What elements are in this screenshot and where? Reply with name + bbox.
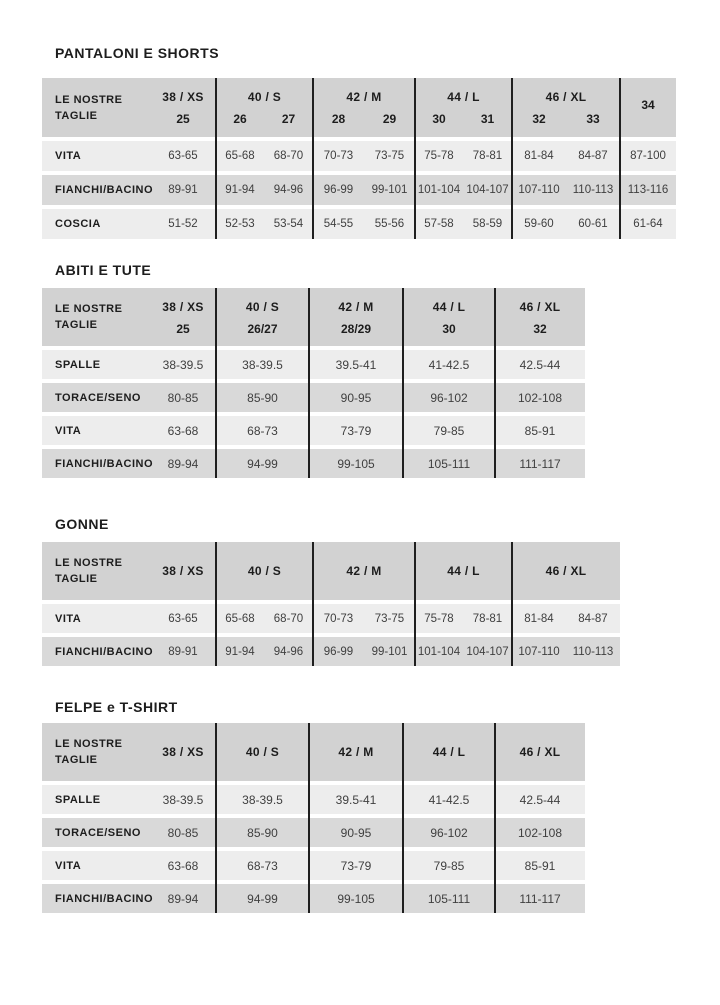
measure-row — [42, 175, 676, 205]
value-cell: 73-79 — [340, 423, 372, 438]
size-sub: 25 — [176, 322, 190, 336]
value-cell: 107-110 — [518, 184, 560, 196]
row-label: FIANCHI/BACINO — [55, 645, 154, 658]
value-cell: 65-68 — [225, 612, 255, 625]
corner-label-line2: TAGLIE — [55, 573, 98, 585]
value-cell: 73-79 — [340, 858, 372, 873]
value-cell: 38-39.5 — [242, 792, 283, 807]
size-group — [512, 542, 620, 600]
size-group — [216, 542, 313, 600]
size-table — [42, 288, 585, 478]
value-cell: 57-58 — [424, 218, 454, 230]
size-group-label: 42 / M — [338, 745, 374, 759]
size-chart-section — [42, 516, 720, 666]
size-group-label: 40 / S — [247, 564, 282, 578]
value-cell: 110-113 — [572, 645, 614, 658]
value-cell: 99-101 — [371, 184, 408, 196]
size-group — [313, 78, 415, 137]
value-cell: 80-85 — [167, 825, 199, 840]
value-cell: 99-105 — [337, 891, 375, 906]
value-cell: 73-75 — [374, 150, 405, 162]
value-cell: 70-73 — [323, 150, 354, 162]
size-group — [216, 288, 309, 346]
value-cell: 105-111 — [427, 456, 471, 471]
corner-label — [42, 78, 150, 137]
value-cell: 78-81 — [472, 150, 503, 162]
row-label: TORACE/SENO — [55, 391, 141, 404]
size-group-label: 38 / XS — [162, 564, 204, 578]
group-divider-line — [215, 78, 217, 239]
group-divider-line — [215, 542, 217, 666]
group-divider-line — [619, 78, 621, 239]
value-cell: 59-60 — [524, 218, 554, 230]
value-cell: 96-99 — [323, 184, 354, 196]
group-divider-line — [494, 288, 496, 478]
size-subs — [620, 98, 676, 112]
value-cell: 84-87 — [578, 150, 608, 162]
size-group — [216, 723, 309, 781]
value-cell: 80-85 — [167, 390, 199, 405]
size-group-label: 38 / XS — [162, 745, 204, 759]
value-cell: 58-59 — [472, 218, 503, 230]
size-subs — [313, 112, 415, 126]
value-cell: 63-68 — [167, 423, 199, 438]
value-cell: 89-91 — [168, 184, 198, 196]
value-cell: 70-73 — [323, 612, 354, 625]
value-cell: 52-53 — [225, 218, 255, 230]
value-cell: 42.5-44 — [519, 357, 561, 372]
value-cell: 68-73 — [247, 423, 278, 438]
value-cell: 42.5-44 — [519, 792, 561, 807]
size-table — [42, 542, 620, 666]
size-sub: 29 — [382, 112, 397, 126]
value-cell: 68-73 — [247, 858, 278, 873]
size-group — [403, 288, 495, 346]
value-cell: 61-64 — [633, 218, 663, 230]
size-subs — [216, 322, 309, 336]
value-cell: 102-108 — [517, 825, 563, 840]
corner-label — [42, 288, 150, 346]
size-group-label: 44 / L — [432, 745, 466, 759]
measure-row — [42, 818, 585, 847]
measure-row — [42, 785, 585, 814]
size-group — [495, 288, 585, 346]
size-group-label: 42 / M — [346, 90, 382, 104]
row-label: SPALLE — [55, 358, 101, 371]
value-cell: 85-90 — [247, 825, 278, 840]
size-sub: 28 — [331, 112, 346, 126]
row-label: FIANCHI/BACINO — [55, 184, 154, 196]
value-cell: 38-39.5 — [162, 357, 204, 372]
value-cell: 63-65 — [168, 612, 198, 625]
size-subs — [150, 322, 216, 336]
size-group-label: 38 / XS — [162, 90, 204, 104]
measure-row — [42, 449, 585, 478]
value-cell: 94-99 — [247, 891, 278, 906]
size-charts — [0, 45, 720, 913]
value-cell: 38-39.5 — [162, 792, 204, 807]
size-group — [415, 542, 512, 600]
table-header-row — [42, 78, 676, 137]
size-group — [415, 78, 512, 137]
corner-label — [42, 542, 150, 600]
value-cell: 79-85 — [433, 858, 465, 873]
value-cell: 96-99 — [323, 645, 354, 658]
size-subs — [512, 112, 620, 126]
row-label: VITA — [55, 424, 82, 437]
size-chart-section — [42, 699, 720, 913]
value-cell: 55-56 — [374, 218, 405, 230]
size-sub: 31 — [480, 112, 495, 126]
table-title: PANTALONI E SHORTS — [55, 45, 220, 61]
value-cell: 41-42.5 — [428, 792, 470, 807]
size-group — [403, 723, 495, 781]
size-group — [150, 542, 216, 600]
size-group-label: 40 / S — [247, 90, 282, 104]
size-sub: 26/27 — [247, 322, 278, 336]
table-header-row — [42, 542, 620, 600]
group-divider-line — [511, 542, 513, 666]
value-cell: 79-85 — [433, 423, 465, 438]
measure-row — [42, 637, 620, 666]
size-group-label: 38 / XS — [162, 300, 204, 314]
value-cell: 60-61 — [578, 218, 608, 230]
value-cell: 111-117 — [519, 891, 561, 906]
group-divider-line — [312, 78, 314, 239]
value-cell: 68-70 — [273, 612, 304, 625]
size-subs — [415, 112, 512, 126]
corner-label-line1: LE NOSTRE — [55, 303, 123, 315]
value-cell: 102-108 — [517, 390, 563, 405]
size-sub: 34 — [641, 98, 655, 112]
size-sub: 33 — [586, 112, 600, 126]
group-divider-line — [215, 723, 217, 913]
value-cell: 75-78 — [424, 150, 454, 162]
size-group-label: 42 / M — [346, 564, 382, 578]
table-header-row — [42, 288, 585, 346]
size-sub: 30 — [442, 322, 456, 336]
value-cell: 89-94 — [167, 891, 199, 906]
value-cell: 89-91 — [168, 645, 198, 658]
value-cell: 75-78 — [424, 612, 454, 625]
value-cell: 63-68 — [167, 858, 199, 873]
value-cell: 81-84 — [524, 612, 554, 625]
value-cell: 54-55 — [323, 218, 354, 230]
value-cell: 91-94 — [225, 645, 255, 658]
row-label: FIANCHI/BACINO — [55, 892, 154, 905]
value-cell: 39.5-41 — [335, 357, 377, 372]
value-cell: 89-94 — [167, 456, 199, 471]
group-divider-line — [308, 723, 310, 913]
value-cell: 101-104 — [417, 184, 461, 196]
value-cell: 51-52 — [168, 218, 198, 230]
group-divider-line — [312, 542, 314, 666]
value-cell: 94-96 — [273, 184, 304, 196]
group-divider-line — [414, 78, 416, 239]
size-chart-section — [42, 45, 720, 239]
corner-label-line2: TAGLIE — [55, 319, 98, 331]
row-label: COSCIA — [55, 218, 101, 230]
measure-row — [42, 851, 585, 880]
size-chart-section — [42, 262, 720, 478]
corner-label-line1: LE NOSTRE — [55, 93, 123, 106]
size-group-label: 42 / M — [338, 300, 374, 314]
value-cell: 78-81 — [472, 612, 503, 625]
value-cell: 111-117 — [519, 456, 561, 471]
value-cell: 99-105 — [337, 456, 375, 471]
size-group — [309, 723, 403, 781]
value-cell: 53-54 — [273, 218, 304, 230]
size-group — [150, 78, 216, 137]
size-group — [620, 78, 676, 137]
group-divider-line — [402, 288, 404, 478]
corner-label-line1: LE NOSTRE — [55, 738, 123, 750]
size-group-label: 46 / XL — [545, 564, 587, 578]
row-label: VITA — [55, 859, 82, 872]
value-cell: 73-75 — [374, 612, 405, 625]
value-cell: 94-96 — [273, 645, 304, 658]
size-group-label: 46 / XL — [519, 300, 561, 314]
size-subs — [150, 112, 216, 126]
size-sub: 32 — [532, 112, 546, 126]
corner-label-line2: TAGLIE — [55, 109, 98, 122]
size-group — [150, 723, 216, 781]
value-cell: 107-110 — [518, 645, 560, 658]
value-cell: 96-102 — [430, 390, 468, 405]
size-sub: 26 — [233, 112, 247, 126]
size-group — [309, 288, 403, 346]
size-subs — [216, 112, 313, 126]
table-title: FELPE e T-SHIRT — [55, 699, 178, 715]
measure-row — [42, 209, 676, 239]
value-cell: 65-68 — [225, 150, 255, 162]
value-cell: 94-99 — [247, 456, 278, 471]
size-group-label: 40 / S — [245, 745, 280, 759]
size-sub: 30 — [432, 112, 446, 126]
measure-row — [42, 416, 585, 445]
group-divider-line — [308, 288, 310, 478]
value-cell: 101-104 — [417, 645, 461, 658]
value-cell: 91-94 — [225, 184, 255, 196]
value-cell: 104-107 — [466, 645, 509, 658]
value-cell: 90-95 — [340, 825, 372, 840]
group-divider-line — [402, 723, 404, 913]
size-group — [216, 78, 313, 137]
row-label: VITA — [55, 150, 82, 162]
measure-row — [42, 884, 585, 913]
size-sub: 28/29 — [340, 322, 372, 336]
value-cell: 68-70 — [273, 150, 304, 162]
group-divider-line — [494, 723, 496, 913]
size-subs — [403, 322, 495, 336]
value-cell: 99-101 — [371, 645, 408, 658]
size-sub: 27 — [281, 112, 296, 126]
size-group — [150, 288, 216, 346]
value-cell: 38-39.5 — [242, 357, 283, 372]
value-cell: 104-107 — [466, 184, 509, 196]
table-title: ABITI E TUTE — [55, 262, 152, 278]
size-group-label: 46 / XL — [545, 90, 587, 104]
corner-label-line2: TAGLIE — [55, 754, 98, 766]
value-cell: 63-65 — [168, 150, 198, 162]
size-group-label: 40 / S — [245, 300, 280, 314]
row-label: TORACE/SENO — [55, 826, 141, 839]
table-title: GONNE — [55, 516, 109, 532]
size-sub: 32 — [533, 322, 547, 336]
value-cell: 84-87 — [578, 612, 608, 625]
size-group — [512, 78, 620, 137]
size-group — [495, 723, 585, 781]
corner-label-line1: LE NOSTRE — [55, 557, 123, 569]
size-subs — [309, 322, 403, 336]
value-cell: 96-102 — [430, 825, 468, 840]
value-cell: 87-100 — [630, 150, 666, 162]
value-cell: 81-84 — [524, 150, 554, 162]
measure-row — [42, 604, 620, 633]
measure-row — [42, 141, 676, 171]
value-cell: 39.5-41 — [335, 792, 377, 807]
row-label: FIANCHI/BACINO — [55, 457, 154, 470]
measure-row — [42, 383, 585, 412]
value-cell: 113-116 — [627, 184, 669, 196]
row-label: SPALLE — [55, 793, 101, 806]
size-sub: 25 — [176, 112, 190, 126]
size-subs — [495, 322, 585, 336]
size-group-label: 44 / L — [447, 564, 480, 578]
value-cell: 41-42.5 — [428, 357, 470, 372]
value-cell: 90-95 — [340, 390, 372, 405]
group-divider-line — [414, 542, 416, 666]
table-header-row — [42, 723, 585, 781]
corner-label — [42, 723, 150, 781]
size-group-label: 44 / L — [432, 300, 466, 314]
group-divider-line — [215, 288, 217, 478]
value-cell: 85-91 — [524, 423, 556, 438]
measure-row — [42, 350, 585, 379]
size-group — [313, 542, 415, 600]
group-divider-line — [511, 78, 513, 239]
size-table — [42, 723, 585, 913]
size-table — [42, 78, 676, 239]
size-group-label: 46 / XL — [519, 745, 561, 759]
size-group-label: 44 / L — [447, 90, 480, 104]
value-cell: 105-111 — [427, 891, 471, 906]
row-label: VITA — [55, 612, 82, 625]
value-cell: 85-90 — [247, 390, 278, 405]
value-cell: 85-91 — [524, 858, 556, 873]
value-cell: 110-113 — [572, 184, 614, 196]
